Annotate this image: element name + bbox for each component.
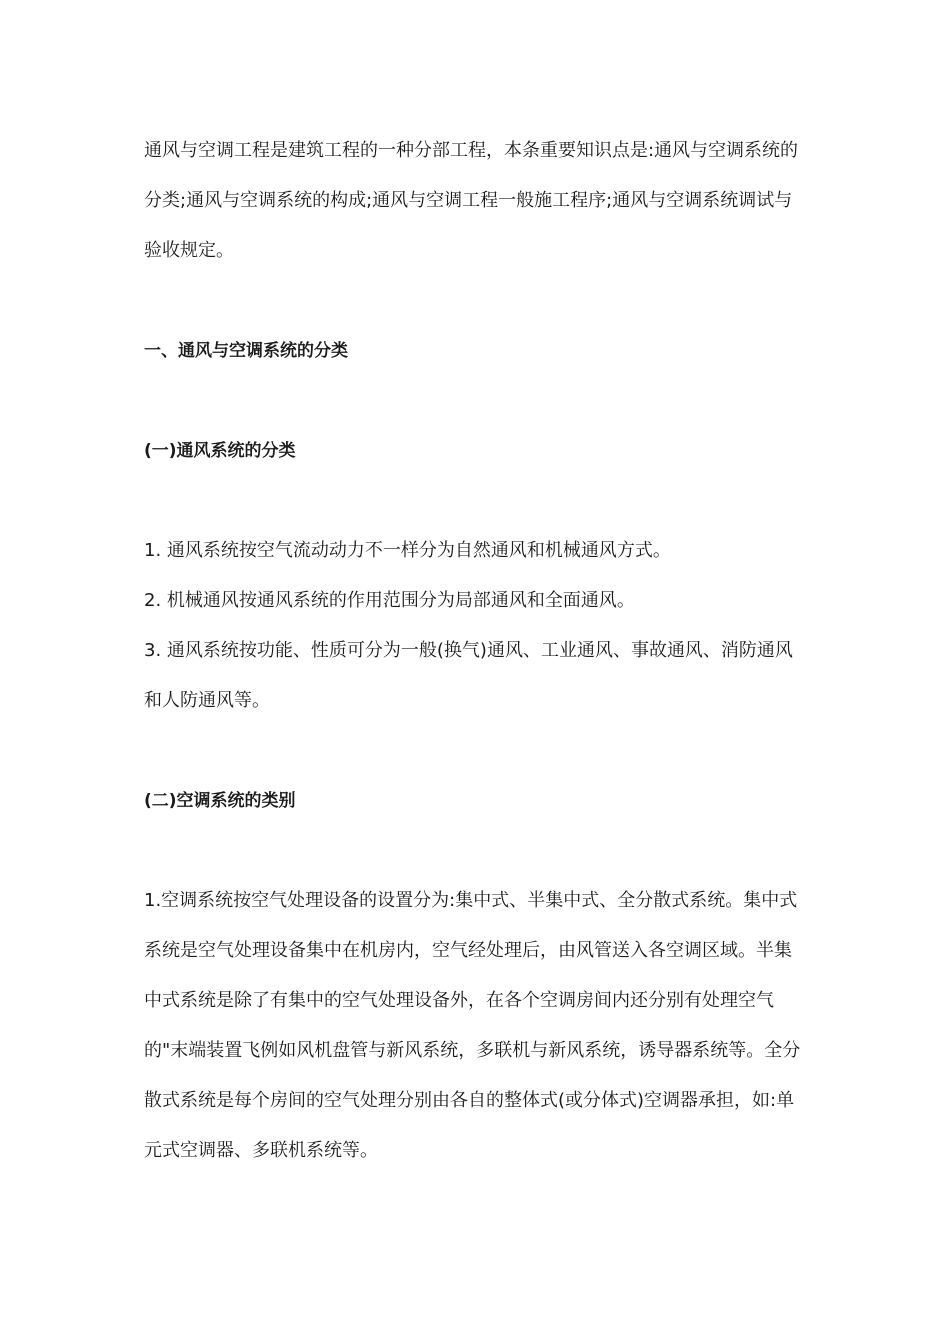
list-item: 1.空调系统按空气处理设备的设置分为:集中式、半集中式、全分散式系统。集中式系统是空气处理设备集中在机房内，空气经处理后，由风管送入各空调区域。半集中式系统是除了有集中的空气处理设备外，在各个空调房间内还分别有处理空气的"末端装置飞例如风机盘管与新风系统，多联机与新风系统，诱导器系统等。全分散式系统是每个房间的空气处理分别由各自的整体式(或分体式)空调器承担，如:单元式空调器、多联机系统等。 [144,890,801,1161]
list-item: 1. 通风系统按空气流动动力不一样分为自然通风和机械通风方式。 [144,540,671,561]
document-body [144,126,808,1226]
ventilation-list [144,526,808,726]
intro-paragraph: 通风与空调工程是建筑工程的一种分部工程，本条重要知识点是:通风与空调系统的分类;通风与空调系统的构成;通风与空调工程一般施工程序;通风与空调系统调试与验收规定。 [144,140,799,261]
list-item: 2. 机械通风按通风系统的作用范围分为局部通风和全面通风。 [144,590,635,611]
ac-list [144,876,808,1176]
list-item: 3. 通风系统按功能、性质可分为一般(换气)通风、工业通风、事故通风、消防通风和人防通风等。 [144,640,793,711]
subsection-heading-ac: (二)空调系统的类别 [144,791,296,811]
section-heading: 一、通风与空调系统的分类 [144,341,348,361]
subsection-heading-ventilation: (一)通风系统的分类 [144,441,296,461]
